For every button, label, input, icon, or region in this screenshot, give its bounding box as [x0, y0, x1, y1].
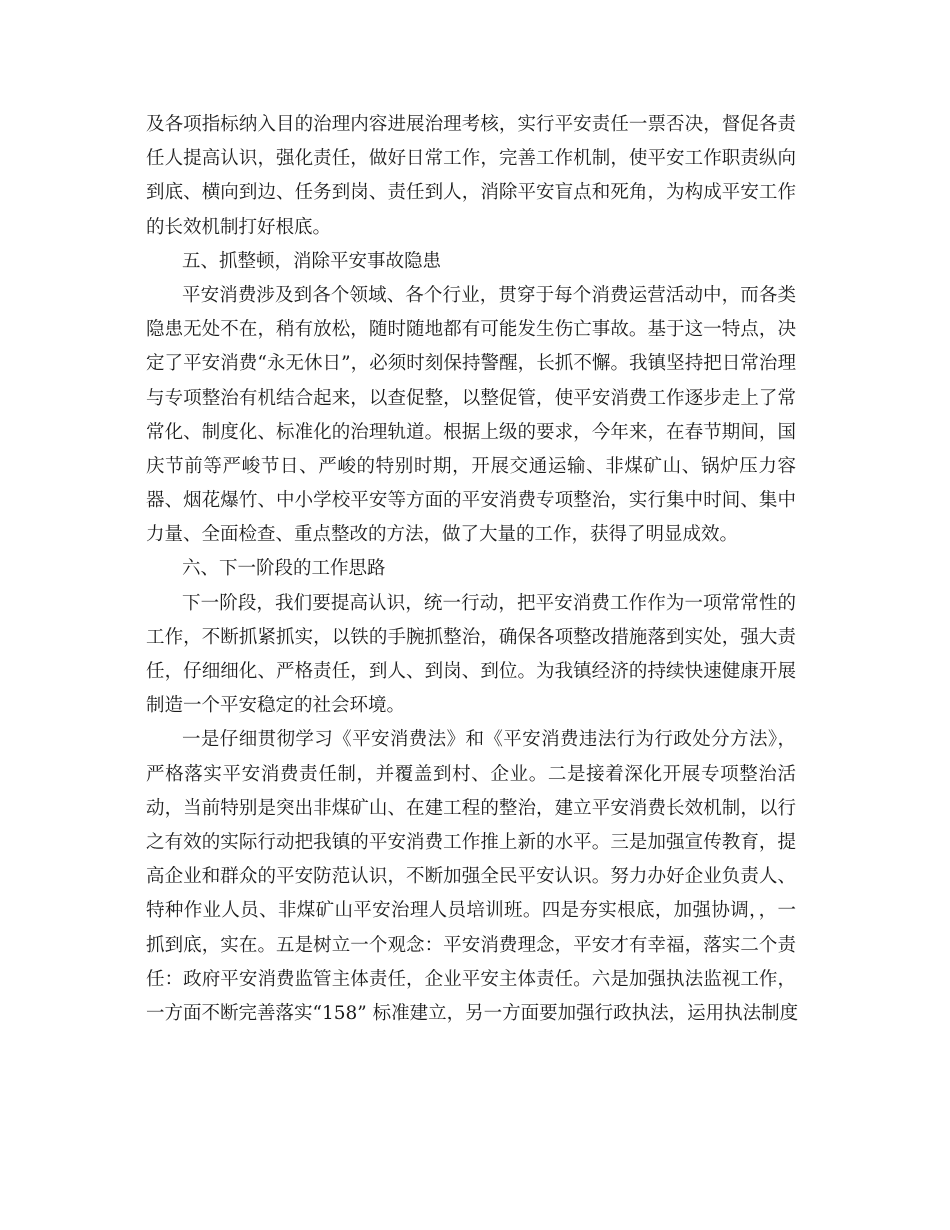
paragraph	[146, 587, 796, 724]
paragraph	[146, 723, 799, 1031]
paragraph	[146, 108, 796, 245]
section-heading	[146, 552, 796, 586]
text-line: 定了平安消费“永无休日”，必须时刻保持警醒，长抓不懈。我镇坚持把日常治理	[146, 353, 796, 375]
text-line: 任人提高认识，强化责任，做好日常工作，完善工作机制，使平安工作职责纵向	[146, 148, 796, 170]
text-line: 平安消费涉及到各个领域、各个行业，贯穿于每个消费运营活动中，而各类	[182, 284, 796, 306]
text-line: 下一阶段，我们要提高认识，统一行动，把平安消费工作作为一项常常性的	[182, 592, 796, 614]
text-line: 任：政府平安消费监管主体责任，企业平安主体责任。六是加强执法监视工作，	[146, 968, 796, 990]
text-line: 器、烟花爆竹、中小学校平安等方面的平安消费专项整治，实行集中时间、集中	[146, 490, 796, 512]
text-line: 力量、全面检查、重点整改的方法，做了大量的工作，获得了明显成效。	[146, 524, 739, 546]
text-line: 抓到底，实在。五是树立一个观念：平安消费理念，平安才有幸福，落实二个责	[146, 934, 796, 956]
text-line: 特种作业人员、非煤矿山平安治理人员培训班。四是夯实根底，加强协调，，一	[146, 900, 796, 922]
text-line: 的长效机制打好根底。	[146, 216, 332, 238]
section-heading	[146, 245, 796, 279]
text-line: 严格落实平安消费责任制，并覆盖到村、企业。二是接着深化开展专项整治活	[146, 763, 796, 785]
text-line: 隐患无处不在，稍有放松，随时随地都有可能发生伤亡事故。基于这一特点，决	[146, 319, 796, 341]
paragraph	[146, 279, 796, 553]
text-line: 工作，不断抓紧抓实，以铁的手腕抓整治，确保各项整改措施落到实处，强大责	[146, 626, 796, 648]
text-line: 制造一个平安稳定的社会环境。	[146, 695, 406, 717]
text-line: 庆节前等严峻节日、严峻的特别时期，开展交通运输、非煤矿山、锅炉压力容	[146, 455, 796, 477]
text-line: 一是仔细贯彻学习《平安消费法》和《平安消费违法行为行政处分方法》，	[182, 729, 796, 751]
text-line: 之有效的实际行动把我镇的平安消费工作推上新的水平。三是加强宣传教育，提	[146, 831, 796, 853]
text-line: 与专项整治有机结合起来，以查促整，以整促管，使平安消费工作逐步走上了常	[146, 387, 796, 409]
text-line: 到底、横向到边、任务到岗、责任到人，消除平安盲点和死角，为构成平安工作	[146, 182, 796, 204]
text-line: 常化、制度化、标准化的治理轨道。根据上级的要求，今年来，在春节期间，国	[146, 421, 796, 443]
text-line: 高企业和群众的平安防范认识，不断加强全民平安认识。努力办好企业负责人、	[146, 866, 796, 888]
text-line: 一方面不断完善落实“158” 标准建立，另一方面要加强行政执法，运用执法制度	[146, 1002, 799, 1024]
text-line: 任，仔细细化、严格责任，到人、到岗、到位。为我镇经济的持续快速健康开展	[146, 661, 796, 682]
text-line: 动，当前特别是突出非煤矿山、在建工程的整治，建立平安消费长效机制，以行	[146, 797, 796, 819]
heading-text: 五、抓整顿，消除平安事故隐患	[182, 250, 442, 272]
document-body	[146, 108, 799, 1031]
text-line: 及各项指标纳入目的治理内容进展治理考核，实行平安责任一票否决，督促各责	[146, 114, 796, 135]
heading-text: 六、下一阶段的工作思路	[182, 558, 386, 580]
